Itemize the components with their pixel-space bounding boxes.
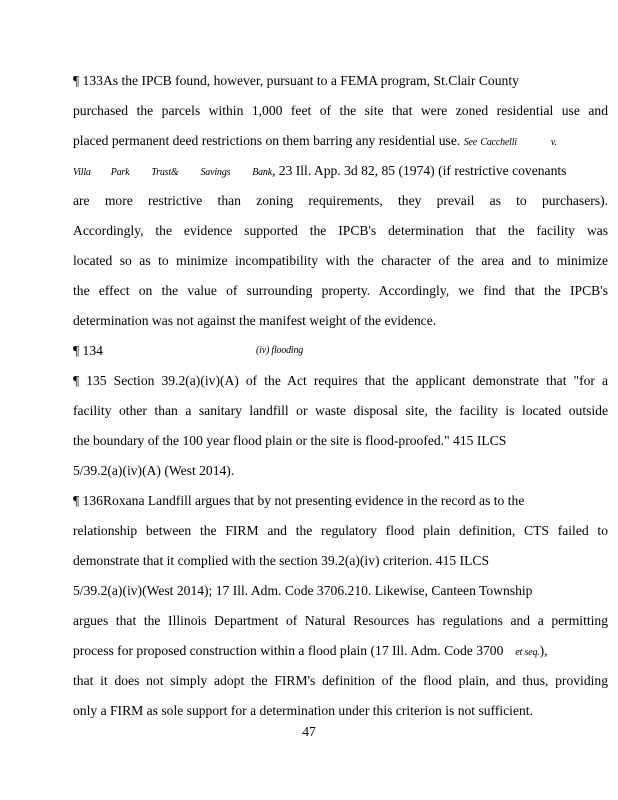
p133-line-4 [73, 162, 608, 182]
p135-line-2: facility other than a sanitary landfill or waste disposal site, the facility is located outside [73, 403, 608, 418]
p133-line-8: the effect on the value of surrounding property. Accordingly, we find that the IPCB's [73, 283, 608, 298]
p133-case-park: Park [110, 167, 130, 178]
p133-line-2: purchased the parcels within 1,000 feet of the site that were zoned residential use and [73, 103, 608, 118]
p136-line-6 [73, 642, 608, 662]
p133-text-1a: ¶ 133As the IPCB found, however, pursuant to a FEMA program, St. [73, 73, 449, 88]
p133-case-v: v. [550, 137, 557, 148]
p133-text-4f: , 23 Ill. App. 3d 82, 85 (1974) (if restrictive covenants [271, 163, 567, 178]
p135-line-3: the boundary of the 100 year flood plain or the site is flood-proofed." 415 ILCS [73, 433, 507, 448]
p136-line-8: only a FIRM as sole support for a determination under this criterion is not sufficient. [73, 703, 533, 718]
p136-line-5: argues that the Illinois Department of Natural Resources has regulations and a permitting [73, 613, 608, 628]
p136-et-seq: et seq. [515, 647, 540, 658]
p136-text-6a: process for proposed construction within a flood plain (17 Ill. Adm. Code 3700 [73, 643, 504, 658]
p133-line-7: located so as to minimize incompatibility with the character of the area and to minimize [73, 253, 608, 268]
p133-text-1c: County [478, 73, 519, 88]
p133-case-bank: Bank [252, 167, 272, 178]
p135-line-4: 5/39.2(a)(iv)(A) (West 2014). [73, 463, 235, 478]
p133-text-1b: Clair [448, 73, 476, 88]
p136-line-7: that it does not simply adopt the FIRM's definition of the flood plain, and thus, providing [73, 673, 608, 688]
p133-line-1 [73, 72, 608, 90]
p133-line-3 [73, 132, 608, 152]
p133-case-villa: Villa [73, 167, 91, 178]
p133-line-5: are more restrictive than zoning requirements, they prevail as to purchasers). [73, 193, 608, 208]
p136-line-3: demonstrate that it complied with the section 39.2(a)(iv) criterion. 415 ILCS [73, 553, 490, 568]
p134-heading: (iv) flooding [256, 345, 304, 356]
p136-line-2: relationship between the FIRM and the regulatory flood plain definition, CTS failed to [73, 523, 608, 538]
p136-line-1: ¶ 136Roxana Landfill argues that by not presenting evidence in the record as to the [73, 493, 525, 508]
p133-case-savings: Savings [200, 167, 231, 178]
p133-text-3a: placed permanent deed restrictions on them barring any residential use. [73, 133, 461, 148]
p133-line-9: determination was not against the manifest weight of the evidence. [73, 313, 437, 328]
p133-signal-see: See [463, 137, 477, 148]
p135-line-1: ¶ 135 Section 39.2(a)(iv)(A) of the Act requires that the applicant demonstrate that "for a [73, 373, 608, 388]
p133-case-trust: Trust& [151, 167, 179, 178]
p133-case-cacchelli: Cacchelli [480, 137, 517, 148]
p133-line-6: Accordingly, the evidence supported the IPCB's determination that the facility was [73, 223, 608, 238]
p134-number: ¶ 134 [73, 343, 103, 358]
p136-text-6c: ), [539, 643, 548, 658]
p134-line [73, 342, 608, 360]
page-number: 47 [302, 724, 316, 739]
p136-line-4: 5/39.2(a)(iv)(West 2014); 17 Ill. Adm. Code 3706.210. Likewise, Canteen Township [73, 583, 533, 598]
